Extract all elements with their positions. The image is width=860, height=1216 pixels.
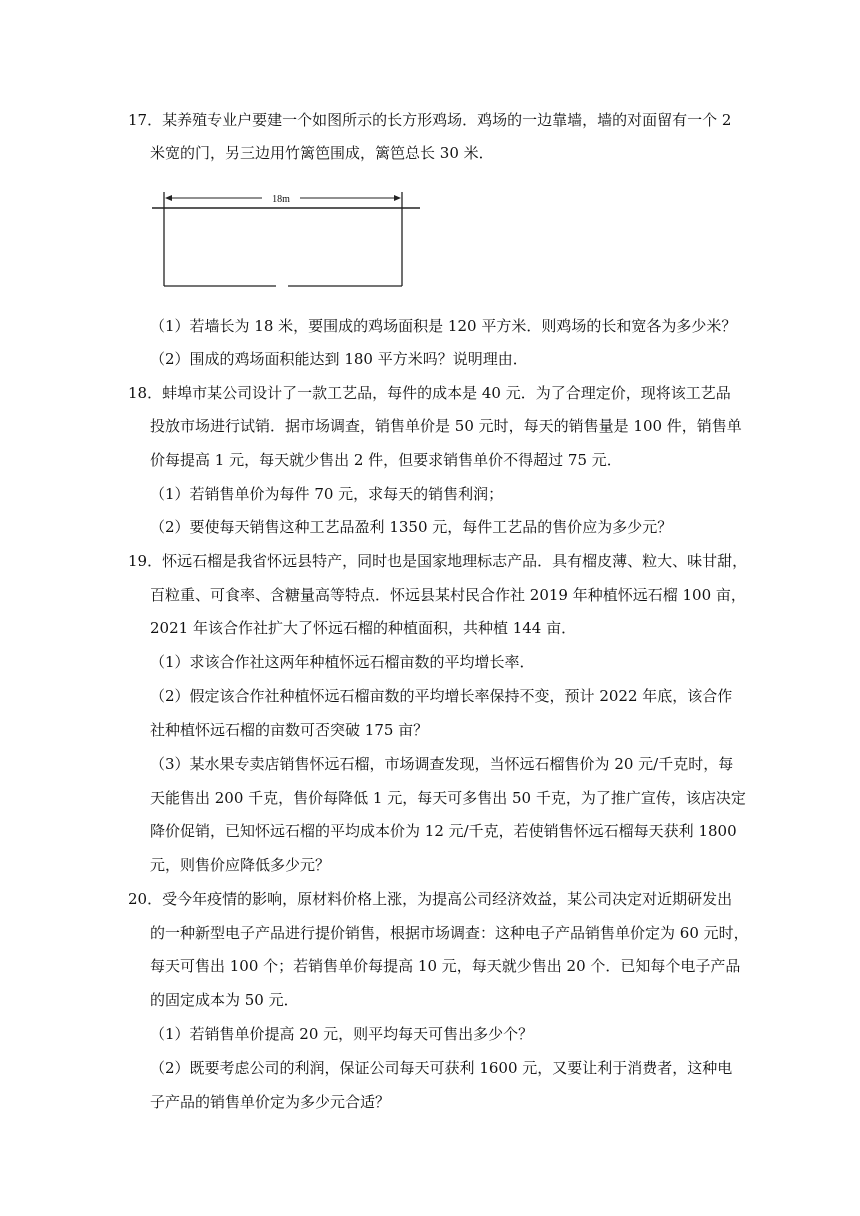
- q17-line-2: 米宽的门，另三边用竹篱笆围成，篱笆总长 30 米．: [150, 144, 494, 162]
- q18-line-3: 价每提高 1 元，每天就少售出 2 件，但要求销售单价不得超过 75 元．: [150, 451, 622, 469]
- q19-sub-3-line-4: 元，则售价应降低多少元？: [150, 856, 331, 874]
- q20-sub-2-line-1: （2）既要考虑公司的利润，保证公司每天可获利 1600 元，又要让利于消费者，这种电: [150, 1059, 733, 1077]
- q17-line-1: 17．某养殖专业户要建一个如图所示的长方形鸡场．鸡场的一边靠墙，墙的对面留有一个 2: [128, 111, 732, 129]
- q17-sub-2: （2）围成的鸡场面积能达到 180 平方米吗？说明理由．: [150, 350, 528, 368]
- chicken-coop-diagram: [152, 188, 420, 290]
- q19-line-2: 百粒重、可食率、含糖量高等特点．怀远县某村民合作社 2019 年种植怀远石榴 100 亩，: [150, 586, 746, 604]
- q20-line-4: 的固定成本为 50 元．: [150, 991, 299, 1009]
- dimension-arrow-right: [394, 195, 401, 201]
- q19-line-3: 2021 年该合作社扩大了怀远石榴的种植面积，共种植 144 亩．: [150, 619, 577, 637]
- q20-line-2: 的一种新型电子产品进行提价销售，根据市场调查：这种电子产品销售单价定为 60 元时，: [150, 924, 749, 942]
- dimension-arrow-left: [165, 195, 172, 201]
- q20-sub-1: （1）若销售单价提高 20 元，则平均每天可售出多少个？: [150, 1025, 534, 1043]
- q19-sub-1: （1）求该合作社这两年种植怀远石榴亩数的平均增长率．: [150, 653, 535, 671]
- q20-line-3: 每天可售出 100 个；若销售单价每提高 10 元，每天就少售出 20 个．已知每个电子产品: [150, 957, 741, 975]
- q19-sub-3-line-1: （3）某水果专卖店销售怀远石榴，市场调查发现，当怀远石榴售价为 20 元/千克时，每: [150, 755, 734, 773]
- q20-line-1: 20．受今年疫情的影响，原材料价格上涨，为提高公司经济效益，某公司决定对近期研发出: [128, 890, 733, 908]
- q19-sub-3-line-2: 天能售出 200 千克，售价每降低 1 元，每天可多售出 50 千克，为了推广宣传，该店决定: [150, 789, 746, 807]
- q19-line-1: 19．怀远石榴是我省怀远县特产，同时也是国家地理标志产品．具有榴皮薄、粒大、味甘甜，: [128, 552, 748, 570]
- dimension-label: 18m: [272, 194, 290, 205]
- q19-sub-2-line-1: （2）假定该合作社种植怀远石榴亩数的平均增长率保持不变，预计 2022 年底，该合作: [150, 687, 733, 705]
- q18-line-2: 投放市场进行试销．据市场调查，销售单价是 50 元时，每天的销售量是 100 件，销售单: [150, 417, 742, 435]
- q18-sub-1: （1）若销售单价为每件 70 元，求每天的销售利润；: [150, 485, 504, 503]
- q20-sub-2-line-2: 子产品的销售单价定为多少元合适？: [150, 1093, 391, 1111]
- q19-sub-2-line-2: 社种植怀远石榴的亩数可否突破 175 亩？: [150, 721, 429, 739]
- q19-sub-3-line-3: 降价促销，已知怀远石榴的平均成本价为 12 元/千克，若使销售怀远石榴每天获利 1800: [150, 822, 737, 840]
- q17-sub-1: （1）若墙长为 18 米，要围成的鸡场面积是 120 平方米．则鸡场的长和宽各为多少米？: [150, 317, 737, 335]
- q18-sub-2: （2）要使每天销售这种工艺品盈利 1350 元，每件工艺品的售价应为多少元？: [150, 518, 673, 536]
- q18-line-1: 18．蚌埠市某公司设计了一款工艺品，每件的成本是 40 元．为了合理定价，现将该工艺品: [128, 384, 731, 402]
